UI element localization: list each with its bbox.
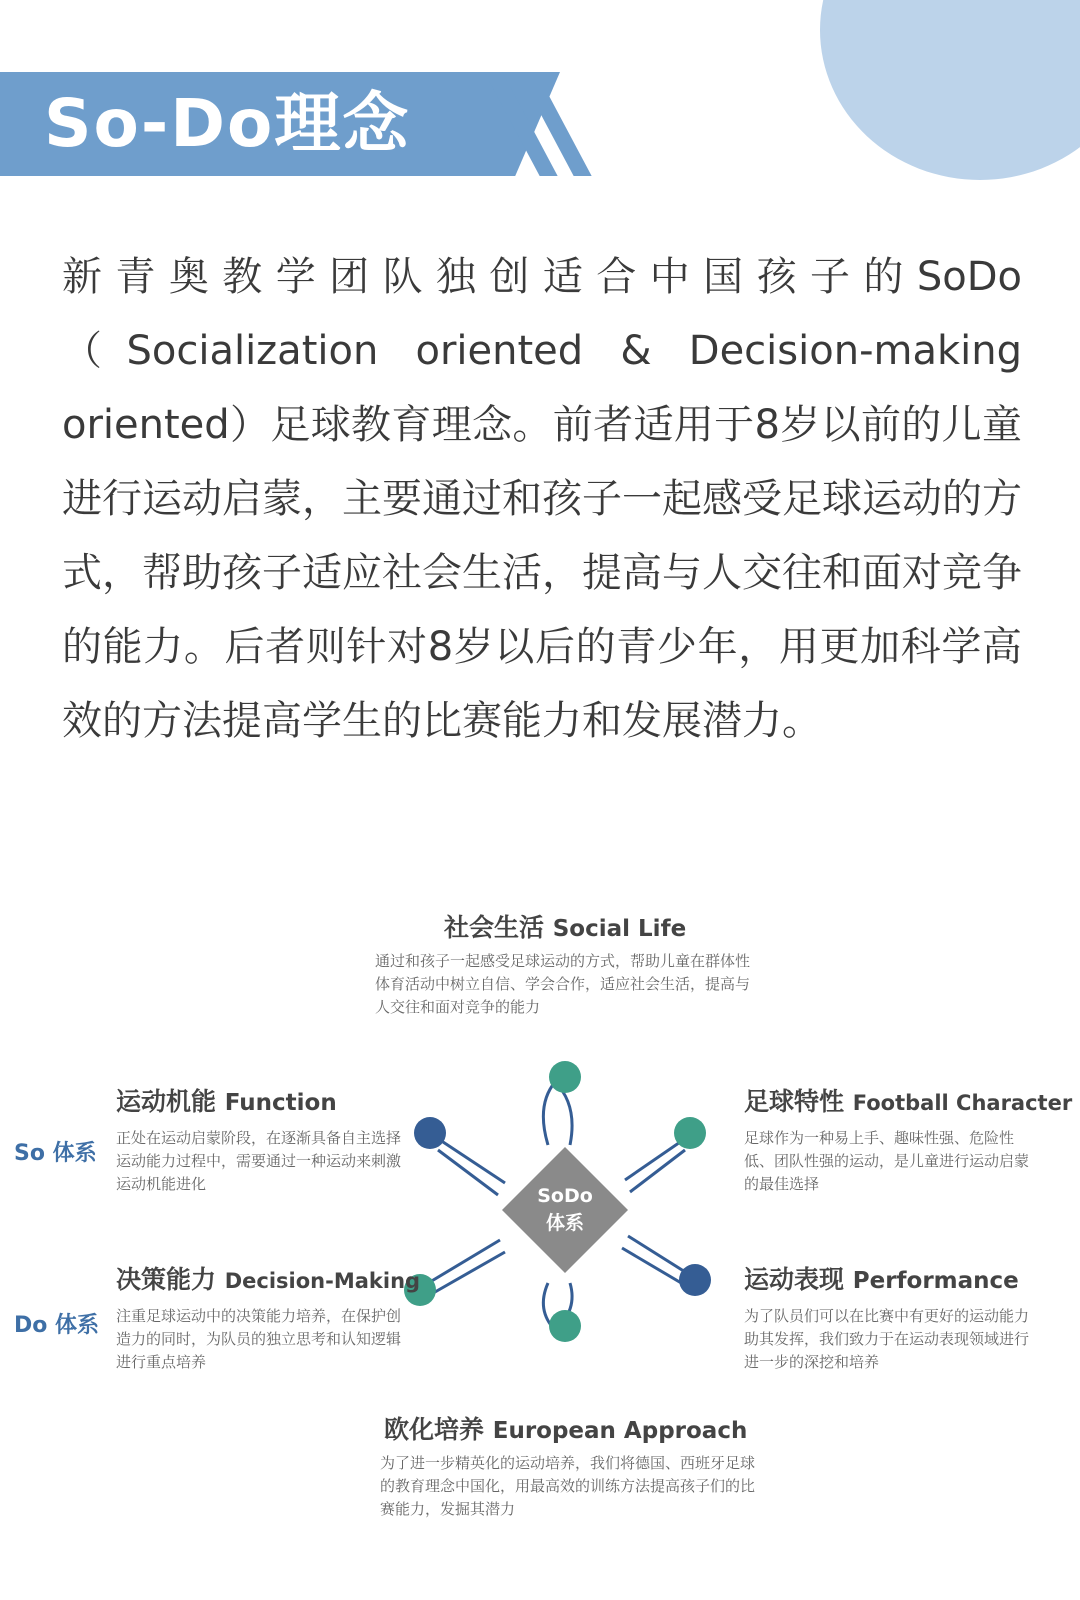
node-top <box>549 1061 581 1093</box>
performance-desc: 为了队员们可以在比赛中有更好的运动能力助其发挥，我们致力于在运动表现领域进行进一步的深挖和培养 <box>744 1307 1030 1371</box>
social-life-title <box>444 908 686 944</box>
decision-making-title-cn: 决策能力 <box>116 1265 217 1294</box>
european-approach-title <box>384 1410 747 1446</box>
node-lower-right <box>679 1264 711 1296</box>
decision-making-title <box>116 1260 420 1296</box>
center-label-line1: SoDo <box>537 1185 593 1207</box>
node-bottom <box>549 1310 581 1342</box>
node-upper-right <box>674 1117 706 1149</box>
european-approach-title-en: European Approach <box>492 1418 748 1444</box>
decision-making-title-en: Decision-Making <box>224 1269 421 1293</box>
so-system-label: So 体系 <box>14 1141 97 1166</box>
european-approach-title-cn: 欧化培养 <box>384 1415 485 1444</box>
intro-paragraph: 新青奥教学团队独创适合中国孩子的SoDo（Socialization oriented & Decision-making oriented）足球教育理念。前者适用于8岁以前的儿童进行运动启蒙，主要通过和孩子一起感受足球运动的方式，帮助孩子适应社会生活，提高与人交往和面对竞争的能力。后者则针对8岁以后的青少年，用更加科学高效的方法提高学生的比赛能力和发展潜力。 <box>62 254 1022 744</box>
european-approach-desc: 为了进一步精英化的运动培养，我们将德国、西班牙足球的教育理念中国化，用最高效的训练方法提高孩子们的比赛能力，发掘其潜力 <box>380 1454 756 1518</box>
decision-making-desc: 注重足球运动中的决策能力培养，在保护创造力的同时，为队员的独立思考和认知逻辑进行重点培养 <box>116 1307 402 1371</box>
performance-title-cn: 运动表现 <box>744 1265 845 1294</box>
performance-title-en: Performance <box>852 1268 1019 1294</box>
social-life-title-cn: 社会生活 <box>444 913 545 942</box>
social-life-desc: 通过和孩子一起感受足球运动的方式，帮助儿童在群体性体育活动中树立自信、学会合作，适应社会生活，提高与人交往和面对竞争的能力 <box>375 952 751 1016</box>
node-upper-left <box>414 1117 446 1149</box>
football-character-title-cn: 足球特性 <box>744 1087 845 1116</box>
center-label-line2: 体系 <box>545 1212 584 1234</box>
function-title <box>116 1082 337 1118</box>
performance-title <box>744 1260 1019 1296</box>
do-system-label: Do 体系 <box>14 1313 100 1338</box>
function-title-cn: 运动机能 <box>116 1087 217 1116</box>
function-title-en: Function <box>224 1090 337 1116</box>
football-character-title <box>744 1082 1072 1118</box>
social-life-title-en: Social Life <box>552 916 687 942</box>
football-character-desc: 足球作为一种易上手、趣味性强、危险性低、团队性强的运动，是儿童进行运动启蒙的最佳选择 <box>744 1129 1030 1193</box>
center-label <box>515 1183 615 1237</box>
page-title: So-Do理念 <box>44 85 411 162</box>
football-character-title-en: Football Character <box>852 1091 1073 1115</box>
function-desc: 正处在运动启蒙阶段，在逐渐具备自主选择运动能力过程中，需要通过一种运动来刺激运动机能进化 <box>116 1129 402 1193</box>
